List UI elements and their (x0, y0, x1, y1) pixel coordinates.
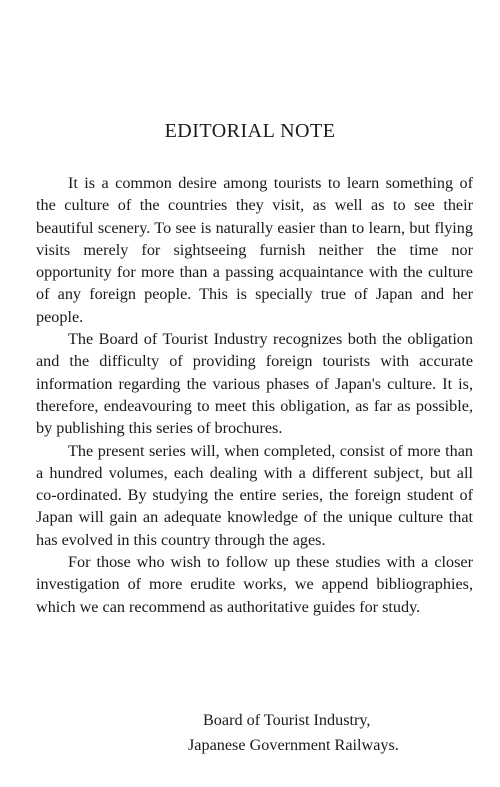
paragraph-1: It is a common desire among tourists to learn something of the culture of the countries they visit, as well as to see their beautiful scenery. To see is naturally easier than to learn, but flying visits merely for sightseeing furnish neither the time nor opportunity for more than a passing acquaintance with the culture of any foreign people. This is specially true of Japan and her people. (36, 174, 473, 326)
signature-affiliation: Japanese Government Railways. (188, 736, 399, 754)
signature-organization: Board of Tourist Industry, (203, 711, 371, 729)
page-title: EDITORIAL NOTE (164, 120, 336, 142)
paragraph-2: The Board of Tourist Industry recognizes both the obligation and the difficulty of providing foreign tourists with accurate information regarding the various phases of Japan's culture. It is, therefore, endeavouring to meet this obligation, as far as possible, by publishing this series of brochures. (36, 330, 473, 438)
paragraph-3: The present series will, when completed, consist of more than a hundred volumes, each dealing with a different subject, but all co-ordinated. By studying the entire series, the foreign student of Japan will gain an adequate knowledge of the unique culture that has evolved in this country through the ages. (36, 441, 473, 549)
paragraph-4: For those who wish to follow up these studies with a closer investigation of more erudite works, we append bibliographies, which we can recommend as authoritative guides for study. (36, 553, 473, 616)
editorial-body (36, 172, 473, 618)
